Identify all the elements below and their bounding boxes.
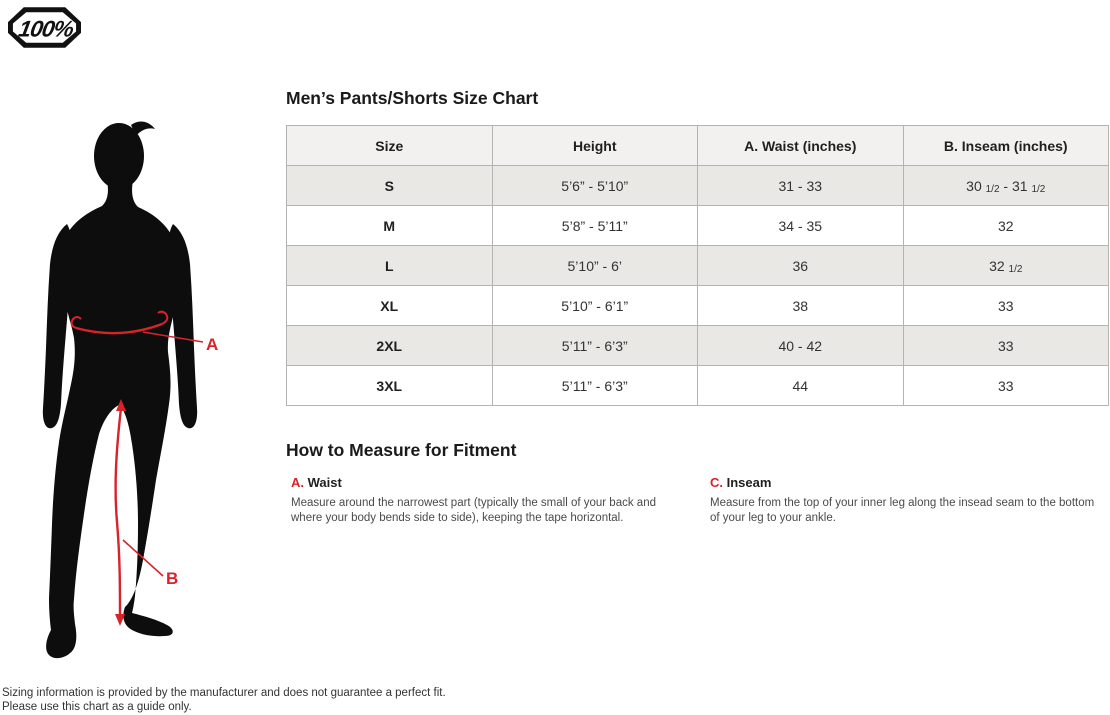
body-silhouette-illustration xyxy=(15,112,250,662)
size-cell: S xyxy=(287,166,493,206)
size-row xyxy=(287,206,1109,246)
column-header: A. Waist (inches) xyxy=(698,126,904,166)
size-cell: 34 - 35 xyxy=(698,206,904,246)
brand-logo-icon xyxy=(8,7,81,48)
size-cell: 2XL xyxy=(287,326,493,366)
size-cell: 5’6” - 5’10” xyxy=(492,166,698,206)
size-cell: 5’10” - 6’1” xyxy=(492,286,698,326)
measure-label-waist: Waist xyxy=(307,475,342,490)
size-cell: 32 1/2 xyxy=(903,246,1109,286)
figure-left-arm xyxy=(43,224,72,428)
size-cell: 3XL xyxy=(287,366,493,406)
size-cell: 30 1/2 - 31 1/2 xyxy=(903,166,1109,206)
disclaimer-line-1: Sizing information is provided by the manufacturer and does not guarantee a perfect fit. xyxy=(2,687,446,699)
inseam-arrow-bottom xyxy=(115,614,125,626)
size-cell: 33 xyxy=(903,366,1109,406)
measure-item-waist xyxy=(286,475,710,526)
fraction-value: 1/2 xyxy=(985,183,1000,195)
fraction-value: 1/2 xyxy=(1008,263,1023,275)
measure-text-waist: Measure around the narrowest part (typically the small of your back and where your body bends side to side), keeping the tape horizontal. xyxy=(291,497,656,524)
measure-heading-waist xyxy=(291,475,710,490)
column-header: Size xyxy=(287,126,493,166)
size-cell: M xyxy=(287,206,493,246)
fraction-value: 1/2 xyxy=(1031,183,1046,195)
measure-label-inseam: Inseam xyxy=(726,475,772,490)
measure-heading-inseam xyxy=(710,475,1109,490)
logo-text: 100% xyxy=(16,15,76,42)
measure-item-inseam xyxy=(710,475,1109,526)
size-row xyxy=(287,286,1109,326)
inseam-line xyxy=(116,408,121,617)
size-row xyxy=(287,366,1109,406)
figure-label-b: B xyxy=(166,569,179,588)
size-cell: 5’8” - 5’11” xyxy=(492,206,698,246)
measure-letter-a: A. xyxy=(291,475,304,490)
size-chart-table xyxy=(286,125,1109,406)
brand-logo xyxy=(8,7,81,48)
size-cell: L xyxy=(287,246,493,286)
size-cell: XL xyxy=(287,286,493,326)
disclaimer xyxy=(2,686,446,714)
size-cell: 40 - 42 xyxy=(698,326,904,366)
size-cell: 5’11” - 6’3” xyxy=(492,326,698,366)
size-chart-header xyxy=(287,126,1109,166)
figure-right-arm xyxy=(168,224,197,428)
figure-label-a: A xyxy=(206,335,219,354)
size-guide-content xyxy=(286,88,1109,526)
size-cell: 44 xyxy=(698,366,904,406)
size-cell: 31 - 33 xyxy=(698,166,904,206)
size-cell: 33 xyxy=(903,286,1109,326)
size-chart-body xyxy=(287,166,1109,406)
size-cell: 32 xyxy=(903,206,1109,246)
size-cell: 5’11” - 6’3” xyxy=(492,366,698,406)
disclaimer-line-2: Please use this chart as a guide only. xyxy=(2,701,192,713)
column-header: B. Inseam (inches) xyxy=(903,126,1109,166)
size-row xyxy=(287,326,1109,366)
column-header: Height xyxy=(492,126,698,166)
size-cell: 5’10” - 6’ xyxy=(492,246,698,286)
size-cell: 38 xyxy=(698,286,904,326)
size-cell: 36 xyxy=(698,246,904,286)
measure-section-title: How to Measure for Fitment xyxy=(286,440,517,460)
measure-text-inseam: Measure from the top of your inner leg along the insead seam to the bottom of your leg to your ankle. xyxy=(710,497,1095,524)
size-cell: 33 xyxy=(903,326,1109,366)
measurement-figure xyxy=(15,112,250,662)
measure-letter-c: C. xyxy=(710,475,723,490)
size-row xyxy=(287,246,1109,286)
measure-instructions xyxy=(286,475,1109,526)
header-row xyxy=(287,126,1109,166)
size-row xyxy=(287,166,1109,206)
page-title: Men’s Pants/Shorts Size Chart xyxy=(286,88,539,108)
